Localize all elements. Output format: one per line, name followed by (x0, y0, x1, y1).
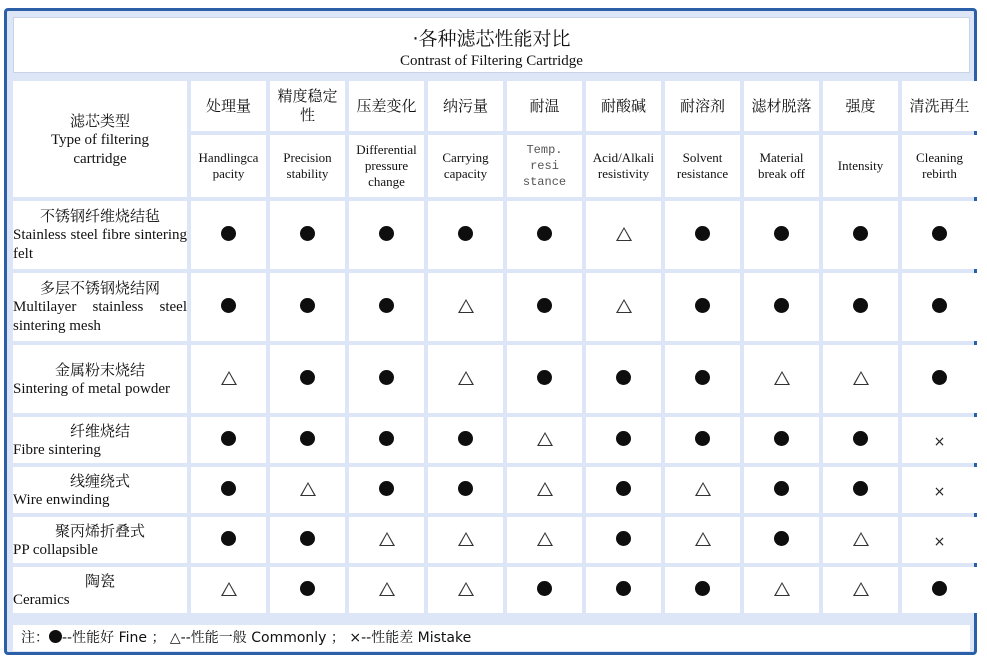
rating-cell (507, 517, 582, 563)
rating-cell (428, 517, 503, 563)
fine-rating-icon (695, 226, 710, 241)
column-header-en: Precision stability (270, 135, 345, 197)
fine-rating-icon (853, 226, 868, 241)
fine-rating-icon (695, 581, 710, 596)
common-rating-icon (616, 299, 632, 313)
fine-rating-icon (616, 431, 631, 446)
rating-cell (191, 417, 266, 463)
column-header-cn: 耐酸碱 (586, 81, 661, 131)
column-header-en: Temp. resi stance (507, 135, 582, 197)
rating-cell (349, 567, 424, 613)
row-label (13, 417, 187, 463)
rating-cell (428, 567, 503, 613)
fine-rating-icon (300, 581, 315, 596)
rating-cell (349, 517, 424, 563)
rating-cell (902, 567, 977, 613)
common-rating-icon (458, 532, 474, 546)
fine-rating-icon (774, 298, 789, 313)
fine-rating-icon (932, 298, 947, 313)
rating-cell (507, 567, 582, 613)
row-label-en: Multilayer stainless steel sintering mesh (13, 299, 187, 334)
rating-cell (507, 417, 582, 463)
rating-cell (902, 417, 977, 463)
note-sep-2: ； (330, 630, 345, 646)
mistake-rating-icon: × (933, 533, 946, 550)
fine-rating-icon (537, 581, 552, 596)
row-label-cn: 陶瓷 (84, 571, 115, 590)
fine-rating-icon (616, 531, 631, 546)
fine-rating-icon (774, 226, 789, 241)
mistake-rating-icon: × (933, 483, 946, 500)
rating-cell (902, 517, 977, 563)
common-rating-icon (379, 532, 395, 546)
fine-rating-icon (616, 481, 631, 496)
rating-cell (902, 201, 977, 269)
fine-rating-icon (379, 481, 394, 496)
legend-note (13, 625, 970, 651)
rating-cell (270, 417, 345, 463)
type-header-cell (13, 81, 187, 197)
page-title-cn: ·各种滤芯性能对比 (412, 28, 571, 50)
rating-cell (270, 273, 345, 341)
fine-rating-icon (300, 431, 315, 446)
type-header-cn: 滤芯类型 (69, 111, 130, 130)
fine-rating-icon (537, 298, 552, 313)
fine-rating-icon (695, 298, 710, 313)
rating-cell (902, 273, 977, 341)
rating-cell (349, 417, 424, 463)
fine-rating-icon (458, 431, 473, 446)
mistake-symbol-icon: × (349, 630, 362, 646)
rating-cell (823, 273, 898, 341)
rating-cell (507, 201, 582, 269)
rating-cell (586, 417, 661, 463)
rating-cell (665, 467, 740, 513)
row-label-en: Sintering of metal powder (13, 380, 171, 397)
common-rating-icon (379, 582, 395, 596)
row-label-en: Stainless steel fibre sintering felt (13, 227, 187, 262)
column-header-en: Handlingca pacity (191, 135, 266, 197)
rating-cell (428, 273, 503, 341)
rating-cell (270, 567, 345, 613)
row-label (13, 273, 187, 341)
rating-cell (823, 201, 898, 269)
rating-cell (744, 345, 819, 413)
row-label (13, 467, 187, 513)
rating-cell (507, 345, 582, 413)
fine-rating-icon (616, 370, 631, 385)
fine-rating-icon (379, 226, 394, 241)
rating-cell (665, 517, 740, 563)
rating-cell (191, 273, 266, 341)
row-label-cn: 纤维烧结 (69, 421, 130, 440)
fine-rating-icon (537, 226, 552, 241)
column-header-cn: 处理量 (191, 81, 266, 131)
row-label (13, 567, 187, 613)
title-box (13, 17, 970, 73)
fine-rating-icon (774, 481, 789, 496)
rating-cell (586, 517, 661, 563)
common-symbol-icon: △ (169, 630, 181, 646)
fine-rating-icon (379, 298, 394, 313)
note-fine-label: --性能好 (62, 630, 115, 646)
rating-cell (191, 517, 266, 563)
rating-cell (507, 467, 582, 513)
table-row (13, 201, 977, 269)
fine-rating-icon (300, 370, 315, 385)
rating-cell (586, 345, 661, 413)
fine-rating-icon (932, 581, 947, 596)
rating-cell (428, 345, 503, 413)
row-label-cn: 多层不锈钢烧结网 (39, 279, 160, 297)
column-header-cn: 压差变化 (349, 81, 424, 131)
row-label-cn: 聚丙烯折叠式 (54, 521, 145, 540)
fine-rating-icon (300, 298, 315, 313)
fine-rating-icon (379, 370, 394, 385)
rating-cell (349, 273, 424, 341)
column-header-en: Cleaning rebirth (902, 135, 977, 197)
rating-cell (349, 345, 424, 413)
common-rating-icon (458, 582, 474, 596)
rating-cell (586, 567, 661, 613)
common-rating-icon (616, 227, 632, 241)
note-mistake-en: Mistake (417, 630, 472, 646)
table-row (13, 345, 977, 413)
common-rating-icon (537, 532, 553, 546)
fine-rating-icon (537, 370, 552, 385)
table-row (13, 567, 977, 613)
rating-cell (823, 417, 898, 463)
rating-cell (586, 467, 661, 513)
comparison-table (9, 77, 981, 617)
column-header-cn: 精度稳定性 (270, 81, 345, 131)
common-rating-icon (774, 371, 790, 385)
fine-rating-icon (616, 581, 631, 596)
note-sep-1: ； (151, 630, 166, 646)
rating-cell (428, 417, 503, 463)
column-header-cn: 清洗再生 (902, 81, 977, 131)
fine-rating-icon (458, 226, 473, 241)
rating-cell (823, 517, 898, 563)
rating-cell (507, 273, 582, 341)
rating-cell (665, 273, 740, 341)
fine-rating-icon (695, 431, 710, 446)
rating-cell (428, 201, 503, 269)
fine-rating-icon (221, 226, 236, 241)
table-row (13, 467, 977, 513)
column-header-cn: 强度 (823, 81, 898, 131)
row-label-en: PP collapsible (13, 541, 98, 558)
column-header-en: Differential pressure change (349, 135, 424, 197)
fine-rating-icon (774, 531, 789, 546)
fine-rating-icon (853, 481, 868, 496)
fine-rating-icon (221, 481, 236, 496)
column-header-en: Carrying capacity (428, 135, 503, 197)
common-rating-icon (300, 482, 316, 496)
common-rating-icon (695, 482, 711, 496)
fine-rating-icon (221, 431, 236, 446)
row-label (13, 517, 187, 563)
rating-cell (823, 467, 898, 513)
column-header-en: Intensity (823, 135, 898, 197)
common-rating-icon (853, 371, 869, 385)
note-mistake-label: --性能差 (361, 630, 414, 646)
rating-cell (744, 467, 819, 513)
rating-cell (428, 467, 503, 513)
row-label-cn: 线缠绕式 (69, 471, 130, 490)
note-fine-en: Fine (118, 630, 147, 646)
fine-rating-icon (695, 370, 710, 385)
common-rating-icon (458, 371, 474, 385)
fine-rating-icon (458, 481, 473, 496)
common-rating-icon (221, 582, 237, 596)
table-row (13, 273, 977, 341)
rating-cell (744, 201, 819, 269)
rating-cell (902, 345, 977, 413)
row-label-cn: 不锈钢纤维烧结毡 (39, 207, 160, 225)
column-header-cn: 纳污量 (428, 81, 503, 131)
row-label-en: Ceramics (13, 591, 70, 608)
rating-cell (270, 517, 345, 563)
row-label (13, 345, 187, 413)
rating-cell (270, 467, 345, 513)
fine-rating-icon (379, 431, 394, 446)
row-label-cn: 金属粉末烧结 (54, 360, 145, 379)
fine-rating-icon (300, 226, 315, 241)
rating-cell (665, 201, 740, 269)
column-header-en: Solvent resistance (665, 135, 740, 197)
rating-cell (823, 345, 898, 413)
common-rating-icon (695, 532, 711, 546)
rating-cell (823, 567, 898, 613)
column-header-en: Material break off (744, 135, 819, 197)
row-label (13, 201, 187, 269)
rating-cell (349, 201, 424, 269)
rating-cell (744, 417, 819, 463)
rating-cell (665, 417, 740, 463)
fine-rating-icon (932, 370, 947, 385)
rating-cell (744, 567, 819, 613)
fine-rating-icon (774, 431, 789, 446)
fine-rating-icon (221, 531, 236, 546)
common-rating-icon (853, 532, 869, 546)
rating-cell (191, 201, 266, 269)
fine-rating-icon (853, 431, 868, 446)
fine-rating-icon (853, 298, 868, 313)
rating-cell (191, 567, 266, 613)
rating-cell (270, 345, 345, 413)
common-rating-icon (537, 432, 553, 446)
column-header-cn: 耐温 (507, 81, 582, 131)
common-rating-icon (221, 371, 237, 385)
common-rating-icon (537, 482, 553, 496)
common-rating-icon (774, 582, 790, 596)
table-row (13, 417, 977, 463)
row-label-en: Fibre sintering (13, 441, 101, 458)
mistake-rating-icon: × (933, 433, 946, 450)
rating-cell (744, 273, 819, 341)
fine-rating-icon (932, 226, 947, 241)
column-header-cn: 滤材脱落 (744, 81, 819, 131)
column-header-cn: 耐溶剂 (665, 81, 740, 131)
note-common-label: --性能一般 (180, 630, 247, 646)
rating-cell (586, 273, 661, 341)
rating-cell (586, 201, 661, 269)
comparison-sheet (4, 8, 977, 655)
rating-cell (902, 467, 977, 513)
rating-cell (349, 467, 424, 513)
rating-cell (270, 201, 345, 269)
rating-cell (665, 567, 740, 613)
row-label-en: Wire enwinding (13, 491, 110, 508)
type-header-en-2: cartridge (73, 150, 127, 167)
common-rating-icon (853, 582, 869, 596)
rating-cell (665, 345, 740, 413)
page-title-en: Contrast of Filtering Cartridge (400, 53, 583, 69)
fine-symbol-icon (49, 630, 62, 643)
rating-cell (744, 517, 819, 563)
note-common-en: Commonly (251, 630, 327, 646)
common-rating-icon (458, 299, 474, 313)
rating-cell (191, 345, 266, 413)
column-header-en: Acid/Alkali resistivity (586, 135, 661, 197)
fine-rating-icon (300, 531, 315, 546)
rating-cell (191, 467, 266, 513)
note-prefix: 注： (21, 630, 49, 646)
table-row (13, 517, 977, 563)
type-header-en-1: Type of filtering (50, 131, 150, 148)
fine-rating-icon (221, 298, 236, 313)
